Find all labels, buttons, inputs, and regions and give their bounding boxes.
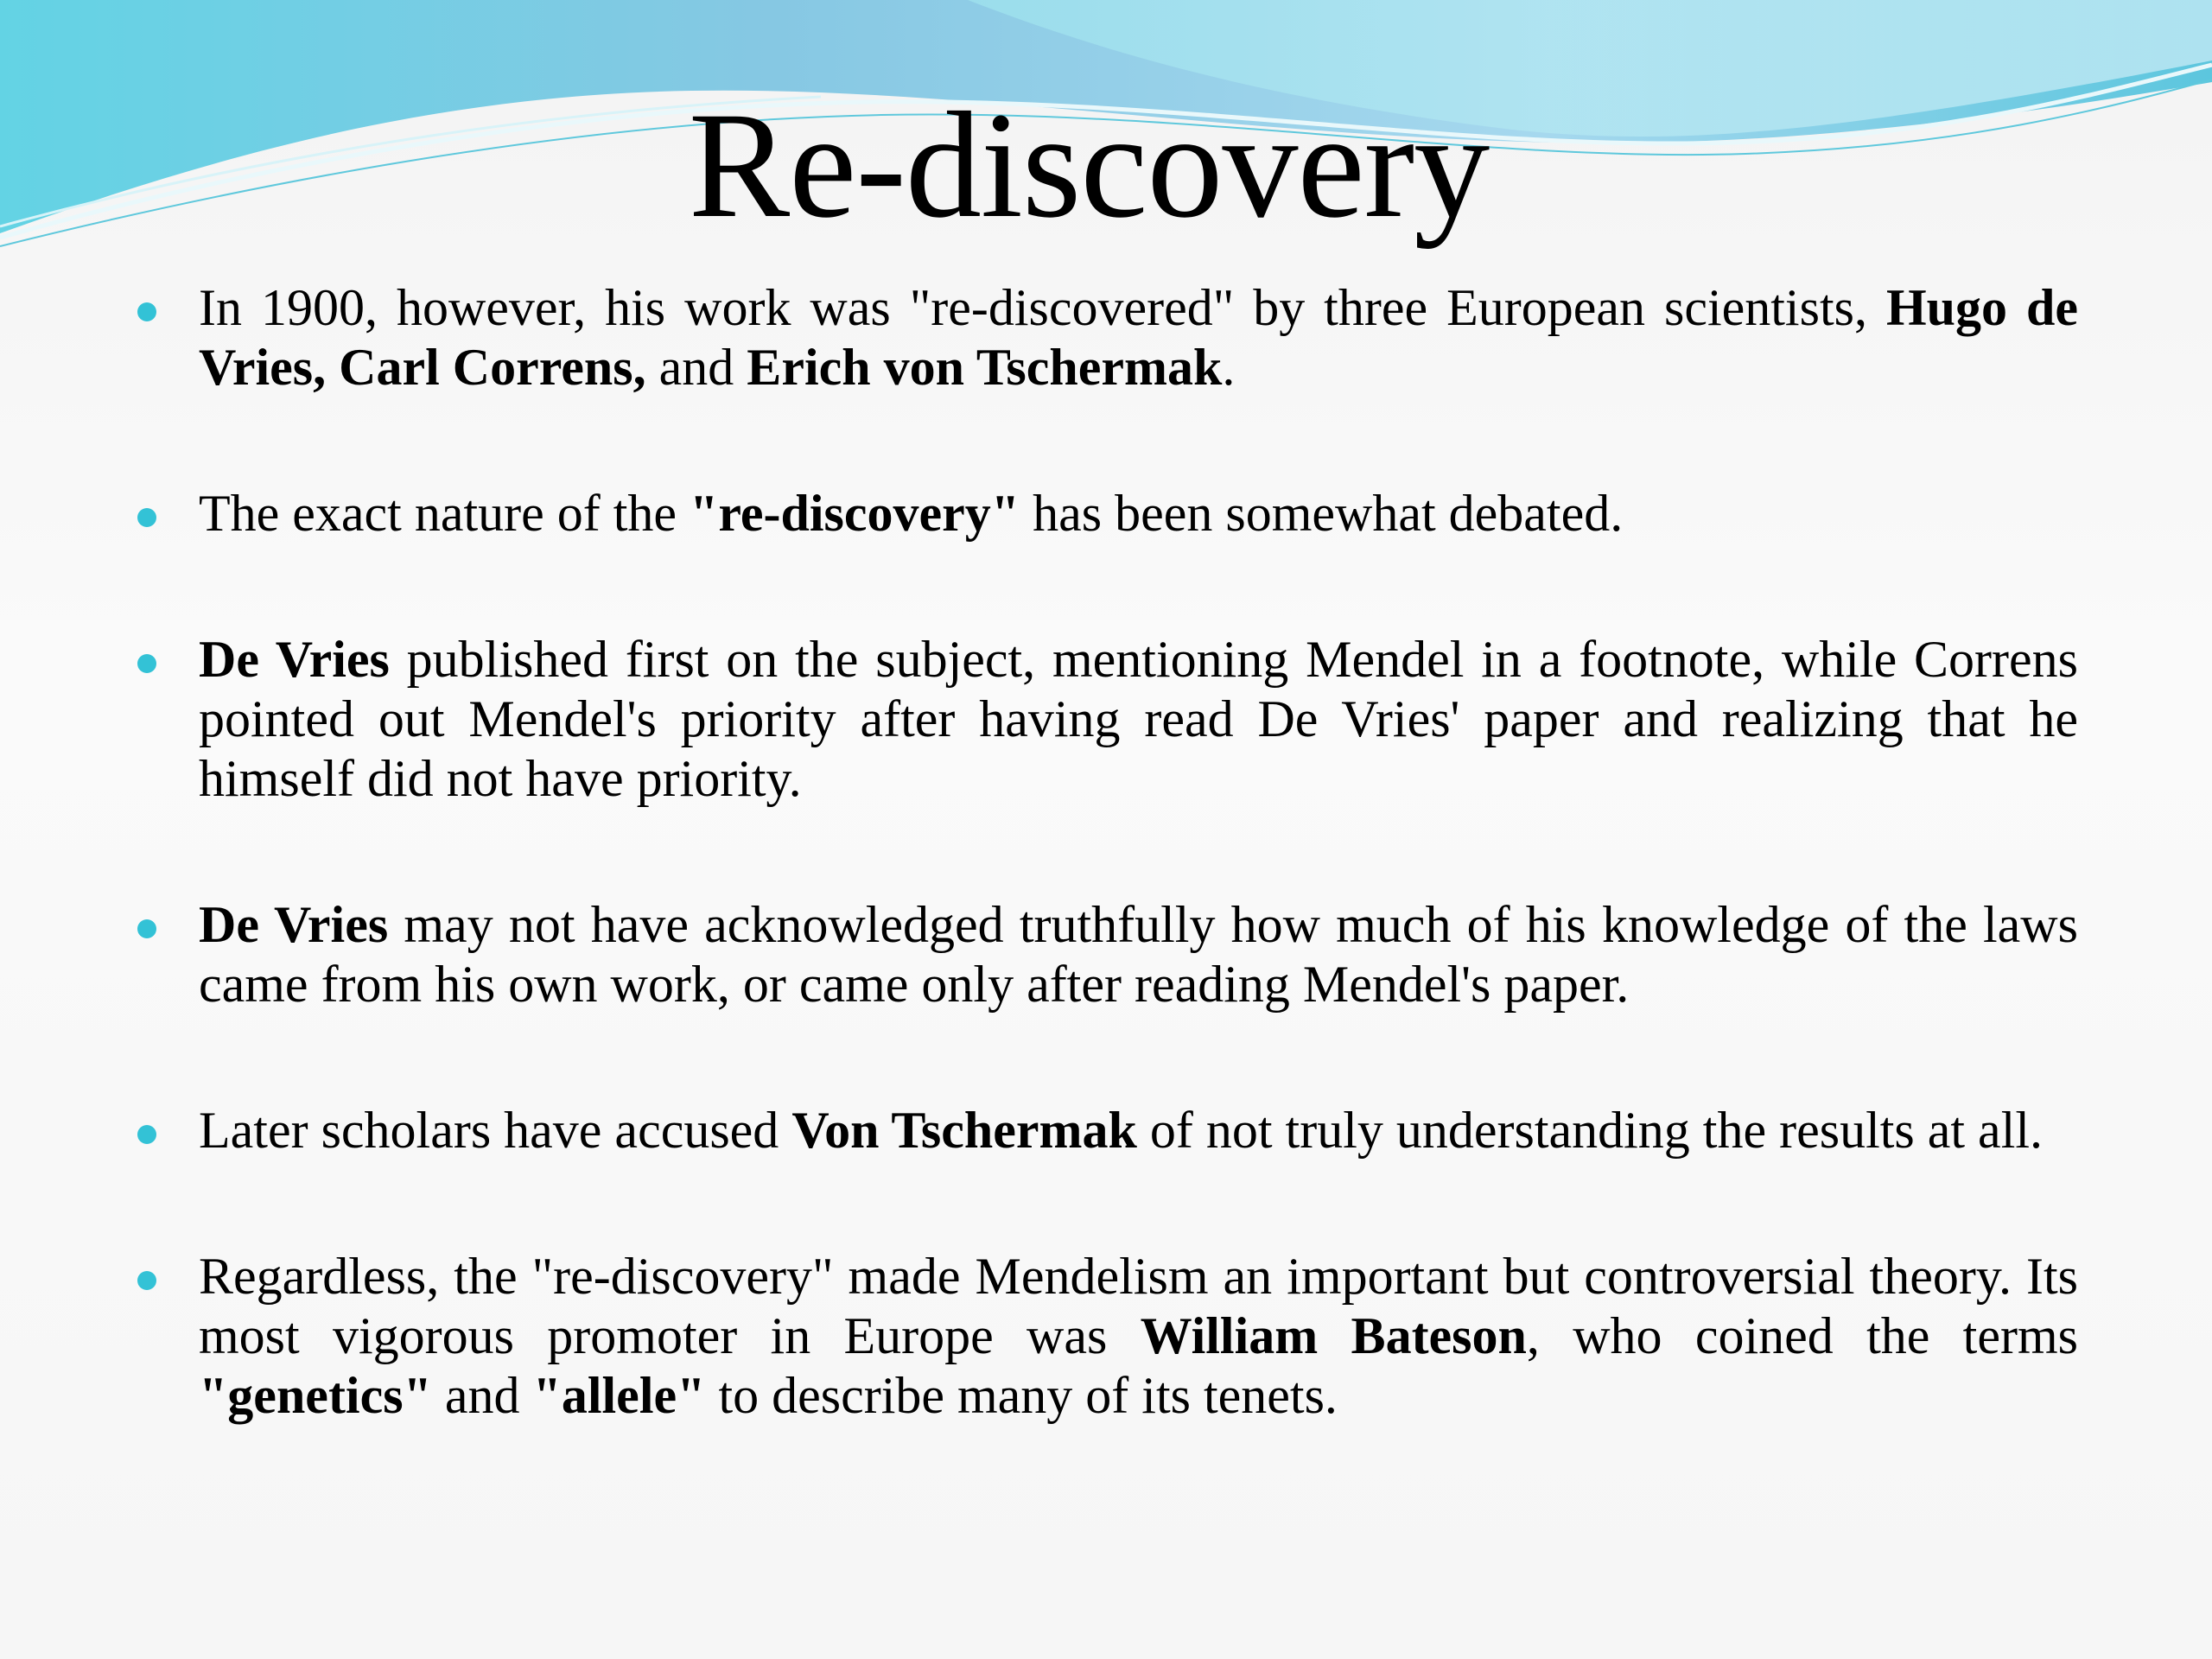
bullet-text-bold: "genetics": [199, 1367, 432, 1424]
bullet-text: may not have acknowledged truthfully how much of his knowledge of the laws came from his own work, or came only after reading Mendel's paper.: [199, 896, 2078, 1013]
bullet-icon: [137, 1271, 156, 1290]
bullet-text: published first on the subject, mentioning Mendel in a footnote, while Correns pointed out Mendel's priority after having read De Vries' paper and realizing that he himself did not have priority.: [199, 631, 2078, 807]
bullet-item: [134, 278, 2078, 397]
bullet-text-bold: "re-discovery": [690, 485, 1020, 542]
bullet-text-bold: William Bateson: [1140, 1307, 1527, 1364]
bullet-text: and: [431, 1367, 533, 1424]
bullet-text: of not truly understanding the results at all.: [1136, 1102, 2044, 1159]
bullet-text: and: [645, 339, 747, 396]
bullet-item: [134, 1101, 2078, 1160]
bullet-text-bold: "allele": [532, 1367, 706, 1424]
bullet-text-bold: Erich von Tschermak: [747, 339, 1223, 396]
bullet-text-bold: Von Tschermak: [791, 1102, 1137, 1159]
bullet-text-bold: De Vries: [199, 631, 390, 688]
bullet-icon: [137, 654, 156, 673]
bullet-text-bold: De Vries: [199, 896, 389, 953]
bullet-text: , who coined the terms: [1526, 1307, 2078, 1364]
bullet-icon: [137, 302, 156, 321]
bullet-item: [134, 630, 2078, 809]
bullet-text: has been somewhat debated.: [1020, 485, 1624, 542]
bullet-text: .: [1222, 339, 1236, 396]
bullet-list: [134, 278, 2078, 1426]
bullet-text: In 1900, however, his work was "re-discovered" by three European scientists,: [199, 279, 1886, 336]
bullet-icon: [137, 508, 156, 527]
bullet-icon: [137, 1125, 156, 1144]
bullet-text: Regardless, the "re-discovery" made Mendelism an important but controversial theory. Its most vigorous promoter in Europe was: [199, 1248, 2078, 1364]
bullet-item: [134, 1247, 2078, 1426]
bullet-text: Later scholars have accused: [199, 1102, 792, 1159]
bullet-item: [134, 484, 2078, 543]
bullet-item: [134, 895, 2078, 1014]
bullet-text-bold: Hugo de Vries, Carl Correns,: [199, 279, 2078, 396]
bullet-text: The exact nature of the: [199, 485, 690, 542]
bullet-icon: [137, 919, 156, 938]
bullet-text: to describe many of its tenets.: [705, 1367, 1338, 1424]
slide-title: Re-discovery: [688, 81, 1490, 250]
